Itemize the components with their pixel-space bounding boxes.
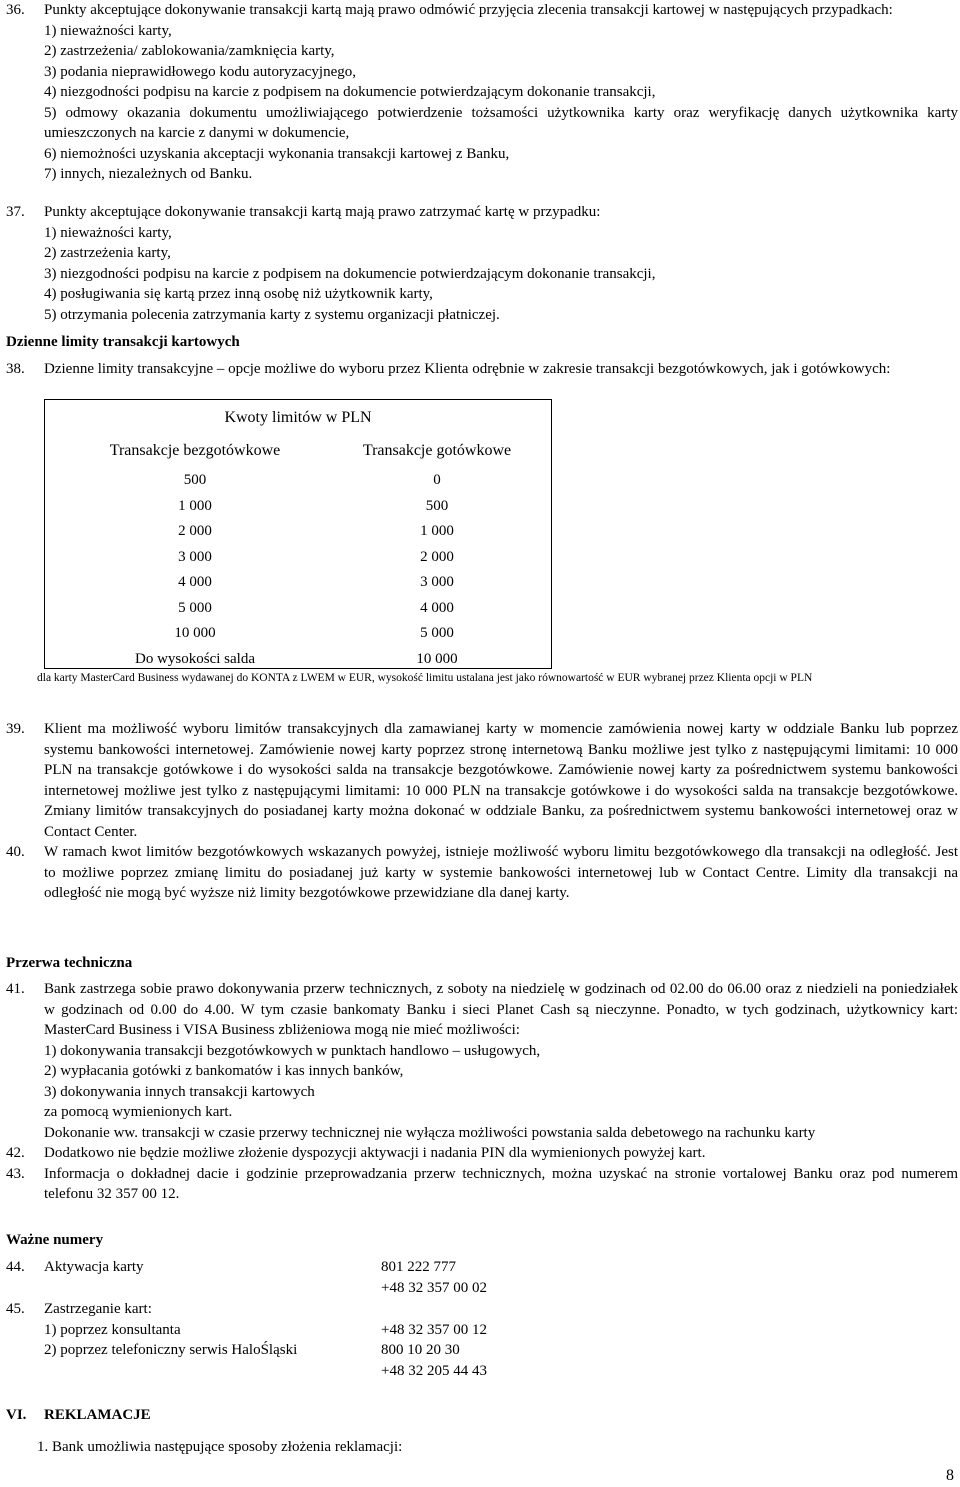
page-number: 8 <box>946 1467 954 1484</box>
list-item: 1) nieważności karty, <box>44 224 172 241</box>
item-number: 45. <box>6 1301 25 1317</box>
table-cell: 500 <box>425 497 449 514</box>
table-cell: 5 000 <box>420 625 454 641</box>
item-text-after: za pomocą wymienionych kart. <box>44 1104 233 1120</box>
table-cell: 1 000 <box>420 523 454 539</box>
section-heading-limits: Dzienne limity transakcji kartowych <box>6 334 240 350</box>
items-41-43 <box>0 979 960 1205</box>
list-item: 1) nieważności karty, <box>44 22 172 39</box>
item-text: Dzienne limity transakcyjne – opcje możliwe do wyboru przez Klienta odrębnie w zakresie transakcji bezgotówkowych, jak i gotówkowych: <box>44 361 891 377</box>
item-text: Informacja o dokładnej dacie i godzinie przeprowadzania przerw technicznych, można uzyskać na stronie vortalowej Banku oraz pod numerem telefonu 32 357 00 12. <box>44 1165 958 1202</box>
list-item: 5) odmowy okazania dokumentu umożliwiającego potwierdzenie tożsamości użytkownika karty oraz weryfikację danych użytkownika karty umieszczonych na karcie z danymi w dokumencie, <box>44 104 958 141</box>
item-37 <box>0 202 960 325</box>
list-item: 2) wypłacania gotówki z bankomatów i kas innych banków, <box>44 1063 404 1079</box>
phone-number: 801 222 777 <box>381 1259 456 1275</box>
column-header-cash: Transakcje gotówkowe <box>362 442 512 459</box>
item-number: 39. <box>6 721 25 737</box>
number-label: Aktywacja karty <box>44 1259 144 1275</box>
table-cell: 3 000 <box>420 574 454 590</box>
item-intro: Punkty akceptujące dokonywanie transakcji kartą mają prawo odmówić przyjęcia zlecenia transakcji kartowej w następujących przypadkach: <box>44 2 893 18</box>
table-cell: 2 000 <box>420 548 454 565</box>
number-label: 2) poprzez telefoniczny serwis HaloŚląski <box>44 1342 298 1358</box>
item-text: Bank zastrzega sobie prawo dokonywania przerw technicznych, z soboty na niedzielę w godzinach od 02.00 do 06.00 oraz z niedzieli na poniedziałek w godzinach od 0.00 do 4.00. W tym czasie bankomaty Banku i sieci Planet Cash są nieczynne. Ponadto, w tych godzinach, użytkownicy kart: MasterCard Business i VISA Business zbliżeniowa mogą nie mieć możliwości: <box>44 981 958 1038</box>
number-label: Zastrzeganie kart: <box>44 1301 152 1317</box>
limits-table <box>44 399 552 669</box>
items-39-40 <box>0 719 960 904</box>
table-cell: 2 000 <box>178 523 212 539</box>
list-item: 2) zastrzeżenia/ zablokowania/zamknięcia karty, <box>44 43 335 59</box>
phone-number: +48 32 205 44 43 <box>381 1362 487 1379</box>
table-footnote: dla karty MasterCard Business wydawanej do KONTA z LWEM w EUR, wysokość limitu ustalana jest jako równowartość w EUR wybranej przez Klienta opcji w PLN <box>37 672 813 684</box>
table-cell: Do wysokości salda <box>135 650 255 667</box>
item-intro: Punkty akceptujące dokonywanie transakcji kartą mają prawo zatrzymać kartę w przypadku: <box>44 204 601 220</box>
table-cell: 10 000 <box>416 650 458 667</box>
item-45 <box>0 1299 960 1381</box>
list-item: 3) dokonywania innych transakcji kartowych <box>44 1083 315 1100</box>
list-item: 3) podania nieprawidłowego kodu autoryzacyjnego, <box>44 63 356 80</box>
section-heading-break: Przerwa techniczna <box>6 955 133 971</box>
list-item: 1) dokonywania transakcji bezgotówkowych w punktach handlowo – usługowych, <box>44 1042 541 1059</box>
item-36 <box>0 0 960 185</box>
section-roman-number: VI. <box>6 1407 27 1423</box>
list-item: 2) zastrzeżenia karty, <box>44 245 171 261</box>
table-cell: 1 000 <box>178 497 212 514</box>
item-number: 41. <box>6 981 25 997</box>
item-39 <box>0 719 958 842</box>
table-cell: 5 000 <box>178 599 212 616</box>
phone-number: +48 32 357 00 12 <box>381 1321 487 1338</box>
list-item: 6) niemożności uzyskania akceptacji wykonania transakcji kartowej z Banku, <box>44 145 510 162</box>
phone-number: 800 10 20 30 <box>381 1342 460 1358</box>
list-item: 4) niezgodności podpisu na karcie z podpisem na dokumencie potwierdzającym dokonanie transakcji, <box>44 84 656 100</box>
section-item-1: 1. Bank umożliwia następujące sposoby złożenia reklamacji: <box>37 1439 403 1455</box>
section-title: REKLAMACJE <box>44 1407 151 1423</box>
table-cell: 10 000 <box>174 625 216 641</box>
item-number: 40. <box>6 844 25 860</box>
list-item: 7) innych, niezależnych od Banku. <box>44 166 253 182</box>
table-cell: 4 000 <box>178 574 212 590</box>
table-cell: 0 <box>433 472 441 488</box>
item-number: 36. <box>6 2 25 18</box>
item-41 <box>0 979 958 1143</box>
number-label: 1) poprzez konsultanta <box>44 1321 181 1338</box>
item-number: 44. <box>6 1259 25 1275</box>
item-number: 38. <box>6 361 25 377</box>
item-43 <box>0 1164 958 1205</box>
item-40 <box>0 842 958 904</box>
table-cell: 4 000 <box>420 599 454 616</box>
item-44 <box>0 1257 960 1298</box>
item-number: 37. <box>6 204 25 220</box>
list-item: 4) posługiwania się kartą przez inną osobę niż użytkownik karty, <box>44 286 433 302</box>
item-text: Klient ma możliwość wyboru limitów transakcyjnych dla zamawianej karty w momencie zamówienia nowej karty w oddziale Banku lub poprzez systemu bankowości internetowej. Zamówienie nowej karty poprzez stronę internetową Banku możliwe jest tylko z następującymi limitami: 10 000 PLN na transakcje gotówkowe i do wysokości salda na transakcje bezgotówkowe. Zamówienie nowej karty za pośrednictwem systemu bankowości internetowej możliwe jest tylko z następującymi limitami: 10 000 PLN na transakcje gotówkowe i do wysokości salda na transakcje bezgotówkowe. Zmiany limitów transakcyjnych do posiadanej karty można dokonać w oddziale Banku, za pośrednictwem systemu bankowości internetowej oraz w Contact Center. <box>44 721 958 840</box>
list-item: 5) otrzymania polecenia zatrzymania karty z systemu organizacji płatniczej. <box>44 306 500 323</box>
table-title: Kwoty limitów w PLN <box>224 409 372 426</box>
list-item: 3) niezgodności podpisu na karcie z podpisem na dokumencie potwierdzającym dokonanie transakcji, <box>44 265 656 282</box>
item-number: 43. <box>6 1165 25 1182</box>
table-cell: 3 000 <box>178 548 212 565</box>
item-number: 42. <box>6 1145 25 1161</box>
item-38 <box>0 359 960 380</box>
phone-number: +48 32 357 00 02 <box>381 1279 487 1296</box>
item-text: W ramach kwot limitów bezgotówkowych wskazanych powyżej, istnieje możliwość wyboru limitu bezgotówkowego dla transakcji na odległość. Jest to możliwe poprzez zmianę limitu do posiadanej już karty w systemie bankowości internetowej lub w Contact Centre. Limity dla transakcji na odległość nie mogą być wyższe niż limity bezgotówkowe przewidziane dla danej karty. <box>44 844 958 901</box>
section-heading-numbers: Ważne numery <box>6 1232 104 1248</box>
item-text: Dodatkowo nie będzie możliwe złożenie dyspozycji aktywacji i nadania PIN dla wymienionych powyżej kart. <box>44 1145 706 1161</box>
item-paragraph: Dokonanie ww. transakcji w czasie przerwy technicznej nie wyłącza możliwości powstania salda debetowego na rachunku karty <box>44 1124 816 1141</box>
table-cell: 500 <box>183 472 207 488</box>
column-header-cashless: Transakcje bezgotówkowe <box>109 442 281 459</box>
item-42 <box>0 1143 958 1164</box>
